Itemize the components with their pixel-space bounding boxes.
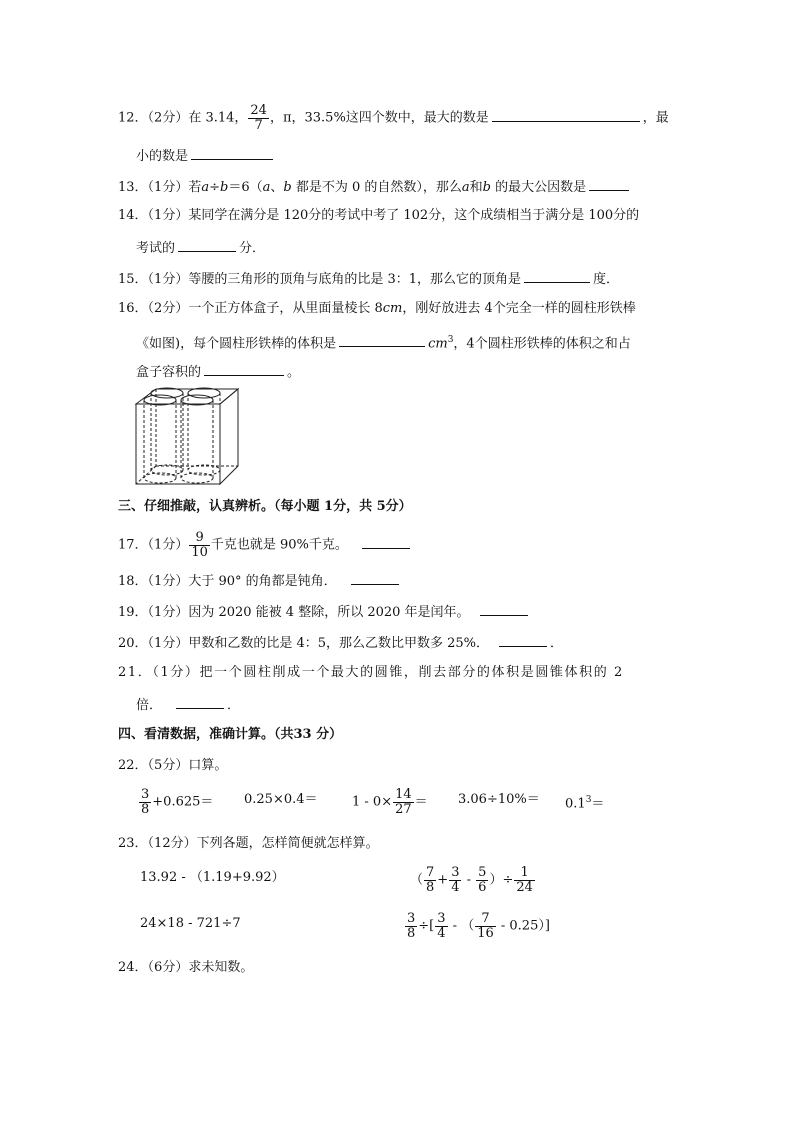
question-23-title: 23．（12分）下列各题，怎样简便就怎样算。 <box>118 836 379 851</box>
question-15: 15．（1分）等腰的三角形的顶角与底角的比是 3：1，那么它的顶角是 度． <box>118 268 619 290</box>
question-21-line-1: 21．（1分）把一个圆柱削成一个最大的圆锥，削去部分的体积是圆锥体积的 2 <box>118 665 624 680</box>
q23-expr-4: $\frac{3}{8}$ ÷[ $\frac{3}{4}$ - （ $\frac{7}{16}$ - 0.25）] <box>407 911 550 941</box>
question-17: 17．（1分） $\frac{9}{10}$ 千克也就是 90%千克。 <box>118 531 413 559</box>
answer-blank[interactable] <box>492 107 640 122</box>
cube-right-face <box>220 389 238 484</box>
question-21-line-2: 倍． ． <box>136 694 240 716</box>
answer-blank[interactable] <box>178 237 236 252</box>
q22-expr-5: $0.1^3=$ <box>565 795 605 812</box>
answer-blank[interactable] <box>351 570 399 585</box>
answer-blank[interactable] <box>204 361 284 376</box>
answer-blank[interactable] <box>339 332 425 347</box>
cube-cylinders-figure <box>134 386 242 486</box>
answer-blank[interactable] <box>362 534 410 549</box>
question-19: 19．（1分）因为 2020 能被 4 整除，所以 2020 年是闰年。 <box>118 601 531 623</box>
q22-expr-3: 1 - 0× $\frac{14}{27}$ ＝ <box>352 787 428 817</box>
answer-blank[interactable] <box>589 176 629 191</box>
section-3-heading: 三、仔细推敲，认真辨析。（每小题 1分，共 5分） <box>118 499 412 514</box>
fraction: $\frac{24}{7}$ <box>250 103 267 133</box>
answer-blank[interactable] <box>176 694 224 709</box>
answer-blank[interactable] <box>480 601 528 616</box>
answer-blank[interactable] <box>499 632 547 647</box>
question-13: 13．（1分）若a÷b＝6（a、b 都是不为 0 的自然数），那么a和b 的最大公因数是 <box>118 176 632 198</box>
q22-expr-1: $\frac{3}{8}$ +0.625＝ <box>141 787 214 817</box>
question-16-line-3: 盒子容积的 。 <box>136 361 300 383</box>
question-18: 18．（1分）大于 90° 的角都是钝角． <box>118 570 402 592</box>
q23-expr-3: 24×18 - 721÷7 <box>140 916 241 931</box>
question-22-title: 22．（5分）口算。 <box>118 758 228 773</box>
question-24: 24．（6分）求未知数。 <box>118 960 254 975</box>
cube-front-face <box>136 404 220 484</box>
question-16-line-2: 《如图)，每个圆柱形铁棒的体积是 $cm^3$，4个圆柱形铁棒的体积之和占 <box>136 330 631 354</box>
q23-expr-2: （ $\frac{7}{8}$ + $\frac{3}{4}$ - $\frac{5}{6}$ ）÷ $\frac{1}{24}$ <box>410 865 533 895</box>
answer-blank[interactable] <box>191 145 273 160</box>
question-14-line-2: 考试的 分． <box>136 237 265 259</box>
q23-expr-1: 13.92 - （1.19+9.92） <box>140 870 285 885</box>
section-4-heading: 四、看清数据，准确计算。（共33 分） <box>118 727 343 742</box>
q22-expr-4: 3.06÷10%＝ <box>458 792 540 807</box>
question-20: 20．（1分）甲数和乙数的比是 4：5，那么乙数比甲数多 25%． ． <box>118 632 563 654</box>
q22-expr-2: 0.25×0.4＝ <box>244 792 318 807</box>
question-12-line-2: 小的数是 <box>136 145 276 167</box>
question-12-line-1: 12．（2分）在 3.14， $\frac{24}{7}$ ，π，33.5%这四个数中，最大的数是 ，最 <box>118 103 669 133</box>
answer-blank[interactable] <box>524 268 590 283</box>
question-14-line-1: 14．（1分）某同学在满分是 120分的考试中考了 102分，这个成绩相当于满分是 100分的 <box>118 208 640 223</box>
question-16-line-1: 16．（2分）一个正方体盒子，从里面量棱长 8cm，刚好放进去 4个完全一样的圆柱形铁棒 <box>118 301 636 316</box>
cylinder-sides <box>144 393 220 483</box>
